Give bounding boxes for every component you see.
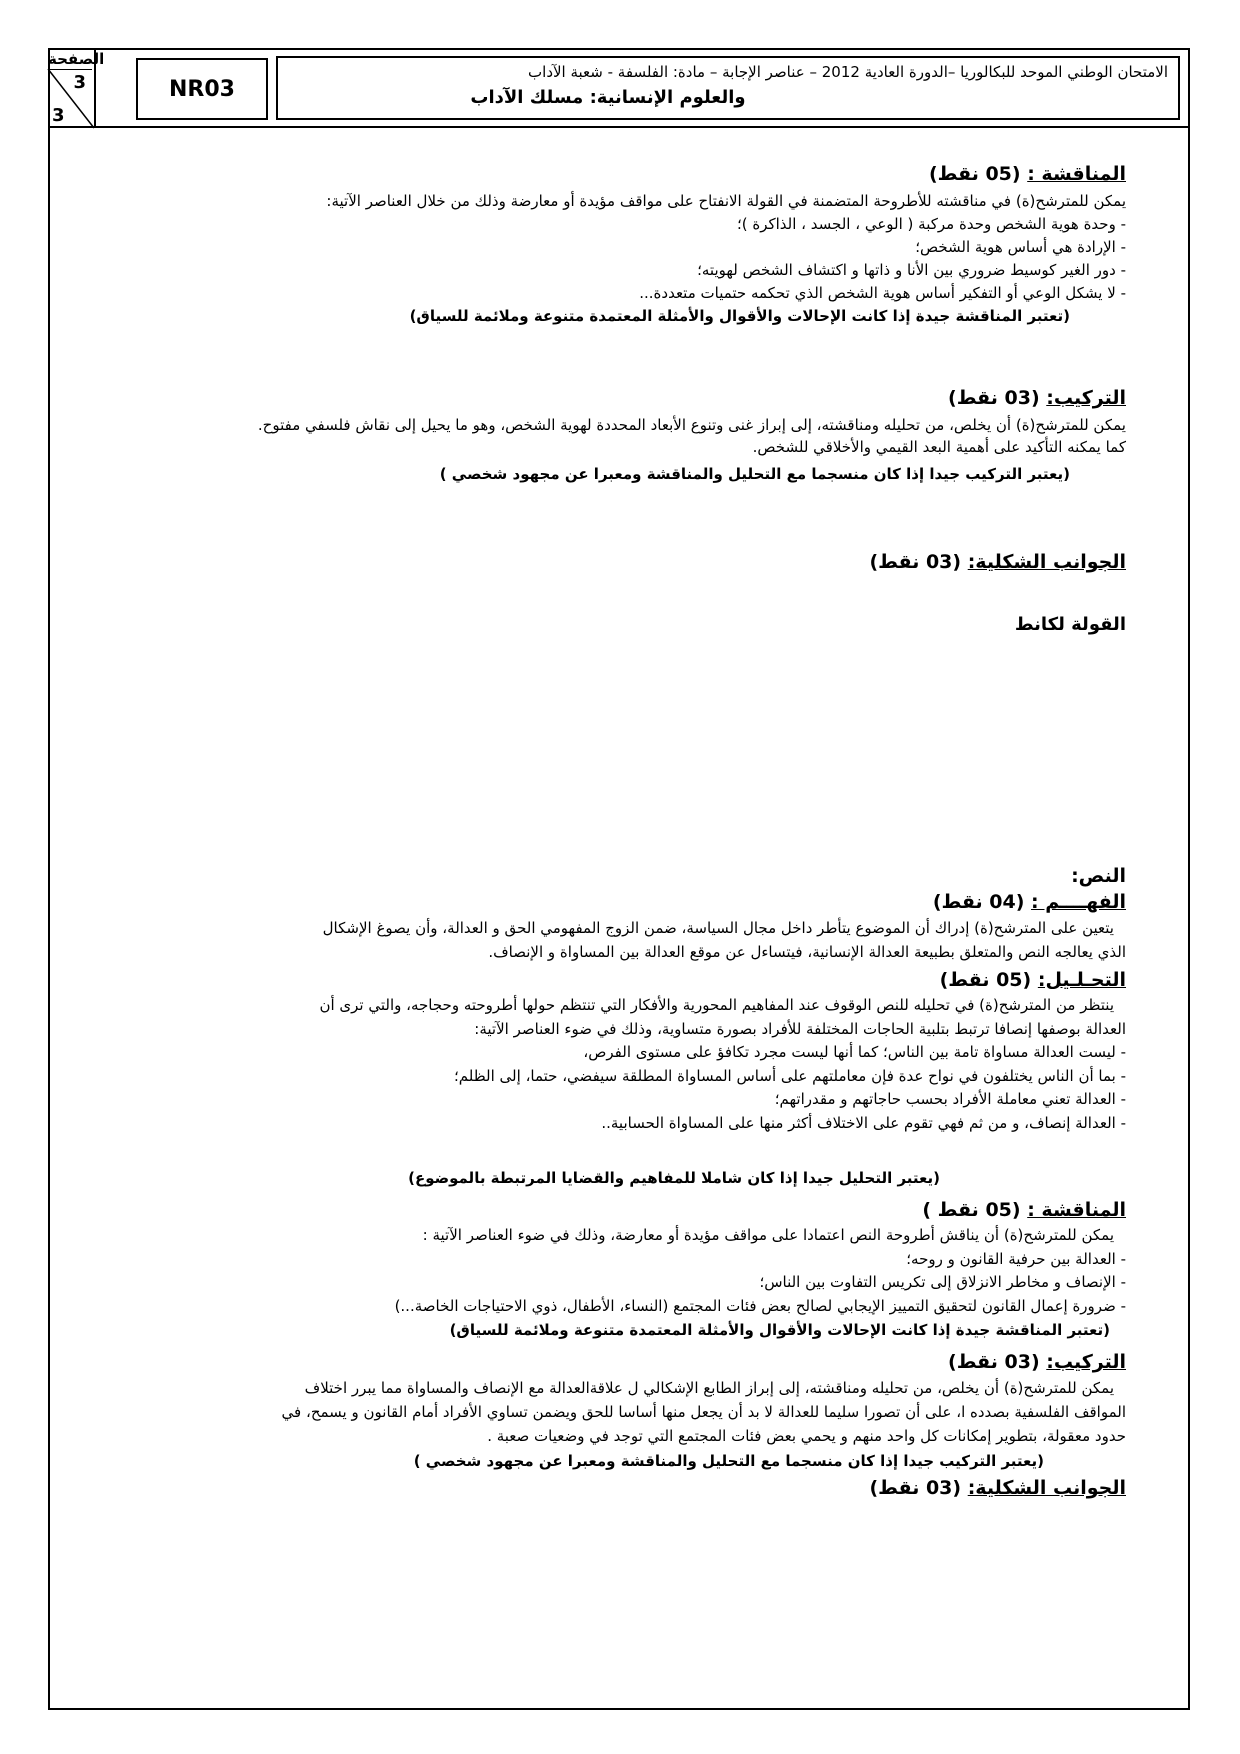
paragraph: ينتظر من المترشح(ة) في تحليله للنص الوقوف عند المفاهيم المحورية والأفكار التي تنتظم حولها أطروحته وحجاجه، والتي ترى أن bbox=[319, 996, 1114, 1014]
section-analysis bbox=[940, 966, 1126, 994]
synthesis-2-body bbox=[282, 1376, 1126, 1448]
list-item: - وحدة هوية الشخص وحدة مركبة ( الوعي ، الجسد ، الذاكرة )؛ bbox=[736, 215, 1126, 233]
list-item: - بما أن الناس يختلفون في نواح عدة فإن معاملتهم على أساس المساواة المطلقة سيفضي، حتما، إلى الظلم؛ bbox=[454, 1066, 1126, 1085]
paragraph: يمكن للمترشح(ة) أن يناقش أطروحة النص اعتمادا على مواقف مؤيدة أو معارضة، وذلك في ضوء العناصر الآتية : bbox=[422, 1226, 1114, 1244]
section-heading bbox=[933, 888, 1126, 916]
section-formal-2 bbox=[869, 1474, 1126, 1502]
list-item: - دور الغير كوسيط ضروري بين الأنا و ذاتها و اكتشاف الشخص لهويته؛ bbox=[697, 261, 1126, 279]
heading-points: (03 نقط) bbox=[948, 1351, 1040, 1373]
text-title bbox=[1071, 862, 1126, 890]
section-discussion-2 bbox=[922, 1196, 1126, 1224]
page-header bbox=[48, 48, 1190, 128]
section-heading bbox=[929, 160, 1126, 188]
section-synthesis-1 bbox=[948, 384, 1126, 412]
heading-title: التحـلـيل: bbox=[1037, 969, 1126, 991]
synthesis-1-body bbox=[258, 414, 1126, 458]
heading-title: النص: bbox=[1071, 865, 1126, 887]
heading-points: (05 نقط) bbox=[928, 163, 1021, 185]
paragraph: كما يمكنه التأكيد على أهمية البعد القيمي والأخلاقي للشخص. bbox=[752, 438, 1126, 456]
heading-title: الجوانب الشكلية: bbox=[967, 551, 1126, 573]
header-line-2: والعلوم الإنسانية: مسلك الآداب bbox=[470, 87, 746, 108]
list-item: - لا يشكل الوعي أو التفكير أساس هوية الشخص الذي تحكمه حتميات متعددة... bbox=[639, 284, 1126, 302]
analysis-body bbox=[319, 994, 1126, 1135]
heading-title: المناقشة : bbox=[1027, 1199, 1126, 1221]
paragraph: الذي يعالجه النص والمتعلق بطبيعة العدالة الإنسانية، فيتساءل عن موقع العدالة بين المساواة و الإنصاف. bbox=[488, 943, 1126, 961]
heading-title: التركيب: bbox=[1046, 387, 1126, 409]
heading-title: الجوانب الشكلية: bbox=[967, 1477, 1126, 1499]
paragraph: حدود معقولة، بتطوير إمكانات كل واحد منهم و يحمي بعض فئات المجتمع التي توجد في وضعيات صعبة . bbox=[487, 1427, 1126, 1445]
page-total: 3 bbox=[52, 105, 65, 126]
heading-points: (03 نقط) bbox=[869, 551, 962, 573]
quote-author: القولة لكانط bbox=[1014, 614, 1126, 635]
discussion-1-body bbox=[326, 190, 1126, 305]
paragraph: المواقف الفلسفية بصدده ا، على أن تصورا سليما للعدالة لا بد أن يجعل منها أساسا للحق ويضمن تساوي الأفراد أمام القانون و يسمح، في bbox=[281, 1403, 1126, 1421]
paragraph: يمكن للمترشح(ة) أن يخلص، من تحليله ومناقشته، إلى إبراز غنى وتنوع الأبعاد المحددة لهوية الشخص، وهو ما يحيل إلى نقاش فلسفي مفتوح. bbox=[257, 416, 1126, 434]
paragraph: يمكن للمترشح(ة) في مناقشته للأطروحة المتضمنة في القولة الانفتاح على مواقف مؤيدة أو معارضة وذلك من خلال العناصر الآتية: bbox=[326, 192, 1126, 210]
section-synthesis-2 bbox=[948, 1348, 1126, 1376]
list-item: - العدالة تعني معاملة الأفراد بحسب حاجاتهم و مقدراتهم؛ bbox=[774, 1090, 1126, 1108]
section-formal-1 bbox=[869, 548, 1126, 576]
list-item: - ضرورة إعمال القانون لتحقيق التمييز الإيجابي لصالح بعض فئات المجتمع (النساء، الأطفال، ذوي الاحتياجات الخاصة...) bbox=[394, 1296, 1126, 1315]
header-line-1: الامتحان الوطني الموحد للبكالوريا –الدورة العادية 2012 – عناصر الإجابة – مادة: الفلسفة - شعبة الآداب bbox=[528, 63, 1168, 81]
analysis-note: (يعتبر التحليل جيدا إذا كان شاملا للمفاهيم والقضايا المرتبطة بالموضوع) bbox=[408, 1169, 940, 1187]
heading-points: (04 نقط) bbox=[932, 891, 1025, 913]
section-heading bbox=[869, 1474, 1126, 1502]
section-discussion-1 bbox=[929, 160, 1126, 188]
list-item: - ليست العدالة مساواة تامة بين الناس؛ كما أنها ليست مجرد تكافؤ على مستوى الفرص، bbox=[583, 1043, 1126, 1061]
heading-points: (03 نقط) bbox=[948, 387, 1040, 409]
synthesis-1-note: (يعتبر التركيب جيدا إذا كان منسجما مع التحليل والمناقشة ومعبرا عن مجهود شخصي ) bbox=[439, 465, 1070, 483]
discussion-2-note: (تعتبر المناقشة جيدة إذا كانت الإحالات والأقوال والأمثلة المعتمدة متنوعة وملائمة للسياق) bbox=[449, 1321, 1110, 1339]
section-heading bbox=[922, 1196, 1126, 1224]
heading-points: (05 نقط ) bbox=[922, 1199, 1021, 1221]
heading-points: (03 نقط) bbox=[869, 1477, 962, 1499]
list-item: - الإنصاف و مخاطر الانزلاق إلى تكريس التفاوت بين الناس؛ bbox=[759, 1273, 1126, 1291]
heading-title: المناقشة : bbox=[1027, 163, 1126, 185]
section-heading bbox=[948, 1348, 1126, 1376]
discussion-1-note: (تعتبر المناقشة جيدة إذا كانت الإحالات والأقوال والأمثلة المعتمدة متنوعة وملائمة للسياق) bbox=[409, 307, 1070, 325]
heading-title: التركيب: bbox=[1046, 1351, 1126, 1373]
section-heading bbox=[940, 966, 1126, 994]
synthesis-2-note: (يعتبر التركيب جيدا إذا كان منسجما مع التحليل والمناقشة ومعبرا عن مجهود شخصي ) bbox=[413, 1452, 1044, 1470]
section-heading bbox=[948, 384, 1126, 412]
heading-title: الفهــــم : bbox=[1031, 891, 1126, 913]
exam-code: NR03 bbox=[136, 58, 268, 120]
paragraph: يتعين على المترشح(ة) إدراك أن الموضوع يتأطر داخل مجال السياسة، ضمن الزوج المفهومي الحق و العدالة، وأن يصوغ الإشكال bbox=[322, 919, 1114, 937]
discussion-2-body bbox=[395, 1224, 1126, 1318]
page-label: الصفحة bbox=[48, 50, 105, 68]
heading-points: (05 نقط) bbox=[939, 969, 1032, 991]
page-number-box bbox=[48, 48, 105, 128]
list-item: - العدالة إنصاف، و من ثم فهي تقوم على الاختلاف أكثر منها على المساواة الحسابية.. bbox=[601, 1113, 1126, 1132]
page-number: 3 bbox=[73, 72, 86, 93]
paragraph: يمكن للمترشح(ة) أن يخلص، من تحليله ومناقشته، إلى إبراز الطابع الإشكالي ل علاقةالعدالة مع الإنصاف والمساواة مما يبرر اختلاف bbox=[304, 1379, 1114, 1397]
list-item: - العدالة بين حرفية القانون و روحه؛ bbox=[906, 1249, 1126, 1268]
comprehension-body bbox=[323, 916, 1126, 964]
section-heading bbox=[869, 548, 1126, 576]
header-title bbox=[276, 56, 1180, 120]
section-comprehension bbox=[933, 888, 1126, 916]
paragraph: العدالة بوصفها إنصافا ترتبط بتلبية الحاجات المختلفة للأفراد بصورة متساوية، وذلك في ضوء العناصر الآتية: bbox=[474, 1019, 1126, 1038]
list-item: - الإرادة هي أساس هوية الشخص؛ bbox=[915, 238, 1126, 256]
